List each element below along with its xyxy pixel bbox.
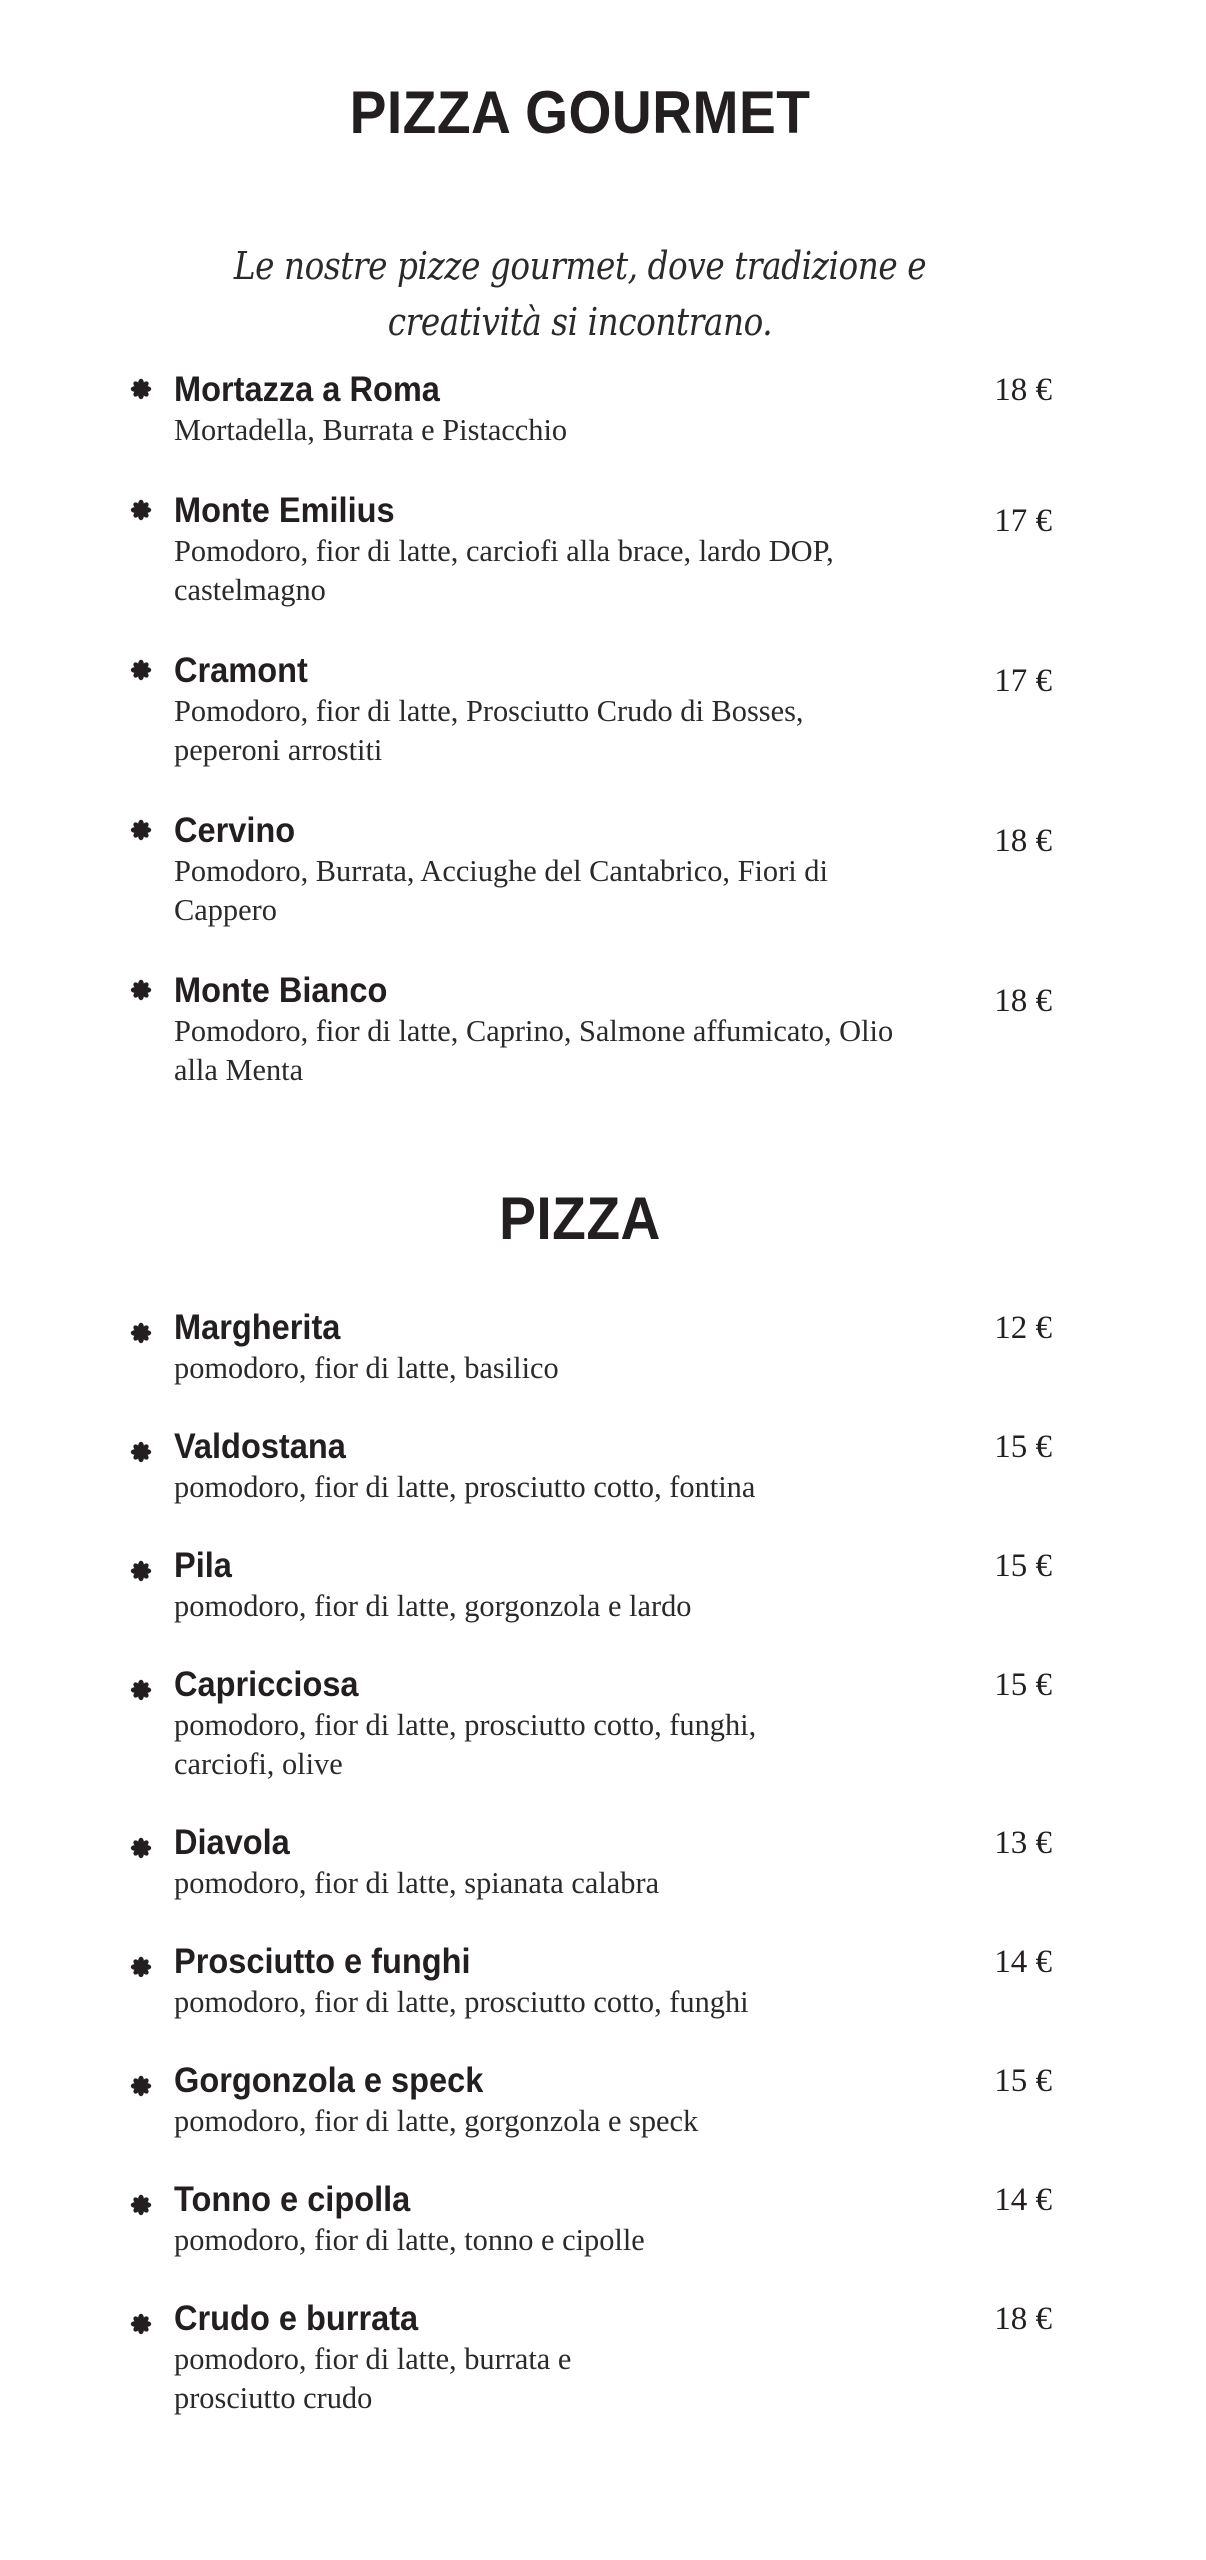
item-price: 15 € — [994, 2063, 1052, 2099]
item-description: pomodoro, fior di latte, gorgonzola e speck — [174, 2103, 699, 2138]
flower-asterisk-icon — [130, 2075, 152, 2097]
menu-item — [130, 971, 1080, 1089]
gourmet-tagline: Le nostre pizze gourmet, dove tradizione e creatività si incontrano. — [233, 244, 927, 344]
item-price: 13 € — [994, 1825, 1052, 1861]
item-description: pomodoro, fior di latte, tonno e cipolle — [174, 2222, 645, 2257]
flower-asterisk-icon — [130, 979, 152, 1001]
item-name: Monte Bianco — [174, 971, 388, 1010]
flower-asterisk-icon — [130, 659, 152, 681]
item-description: pomodoro, fior di latte, prosciutto cotto, funghi, carciofi, olive — [174, 1707, 757, 1781]
flower-asterisk-icon — [130, 1679, 152, 1701]
flower-asterisk-icon — [130, 1956, 152, 1978]
menu-item — [130, 1427, 1080, 1506]
section-title-gourmet: PIZZA GOURMET — [349, 79, 811, 146]
item-price: 18 € — [994, 372, 1052, 408]
item-price: 15 € — [994, 1429, 1052, 1465]
flower-asterisk-icon — [130, 1322, 152, 1344]
menu-item — [130, 1823, 1080, 1902]
item-name: Margherita — [174, 1308, 341, 1347]
menu-item — [130, 2299, 1080, 2417]
item-name: Monte Emilius — [174, 491, 395, 530]
item-description: pomodoro, fior di latte, burrata e prosciutto crudo — [174, 2341, 572, 2415]
item-description: Pomodoro, fior di latte, Prosciutto Crudo di Bosses, peperoni arrostiti — [174, 693, 804, 767]
item-name: Cervino — [174, 811, 296, 850]
item-price: 18 € — [994, 983, 1052, 1019]
item-description: pomodoro, fior di latte, prosciutto cotto, funghi — [174, 1984, 749, 2019]
flower-asterisk-icon — [130, 1441, 152, 1463]
item-price: 15 € — [994, 1548, 1052, 1584]
item-description: pomodoro, fior di latte, gorgonzola e lardo — [174, 1588, 692, 1623]
item-price: 15 € — [994, 1667, 1052, 1703]
menu-item — [130, 1942, 1080, 2021]
flower-asterisk-icon — [130, 2194, 152, 2216]
flower-asterisk-icon — [130, 499, 152, 521]
item-price: 14 € — [994, 2182, 1052, 2218]
item-price: 17 € — [994, 663, 1052, 699]
item-description: pomodoro, fior di latte, spianata calabra — [174, 1865, 660, 1900]
menu-item — [130, 2061, 1080, 2140]
item-name: Diavola — [174, 1823, 290, 1862]
item-name: Crudo e burrata — [174, 2299, 419, 2338]
item-name: Valdostana — [174, 1427, 346, 1466]
menu-item — [130, 491, 1080, 609]
item-name: Tonno e cipolla — [174, 2180, 411, 2219]
menu-item — [130, 1546, 1080, 1625]
item-name: Cramont — [174, 651, 308, 690]
section-title-pizza: PIZZA — [499, 1185, 661, 1252]
menu-item — [130, 811, 1080, 929]
item-price: 12 € — [994, 1310, 1052, 1346]
item-description: pomodoro, fior di latte, basilico — [174, 1350, 559, 1385]
flower-asterisk-icon — [130, 2313, 152, 2335]
menu-item — [130, 1665, 1080, 1783]
flower-asterisk-icon — [130, 1837, 152, 1859]
pizza-menu-list — [130, 1308, 1080, 2457]
item-name: Mortazza a Roma — [174, 370, 440, 409]
menu-item — [130, 370, 1080, 449]
item-price: 14 € — [994, 1944, 1052, 1980]
menu-item — [130, 2180, 1080, 2259]
item-price: 18 € — [994, 823, 1052, 859]
item-price: 17 € — [994, 503, 1052, 539]
flower-asterisk-icon — [130, 1560, 152, 1582]
item-description: Pomodoro, Burrata, Acciughe del Cantabrico, Fiori di Cappero — [174, 853, 828, 927]
gourmet-menu-list — [130, 370, 1080, 1131]
flower-asterisk-icon — [130, 819, 152, 841]
item-description: pomodoro, fior di latte, prosciutto cotto, fontina — [174, 1469, 756, 1504]
item-description: Pomodoro, fior di latte, Caprino, Salmone affumicato, Olio alla Menta — [174, 1013, 894, 1087]
menu-item — [130, 1308, 1080, 1387]
flower-asterisk-icon — [130, 378, 152, 400]
item-name: Pila — [174, 1546, 232, 1585]
item-description: Pomodoro, fior di latte, carciofi alla brace, lardo DOP, castelmagno — [174, 533, 834, 607]
item-name: Gorgonzola e speck — [174, 2061, 484, 2100]
item-description: Mortadella, Burrata e Pistacchio — [174, 412, 568, 447]
item-name: Capricciosa — [174, 1665, 359, 1704]
item-name: Prosciutto e funghi — [174, 1942, 471, 1981]
item-price: 18 € — [994, 2301, 1052, 2337]
menu-item — [130, 651, 1080, 769]
